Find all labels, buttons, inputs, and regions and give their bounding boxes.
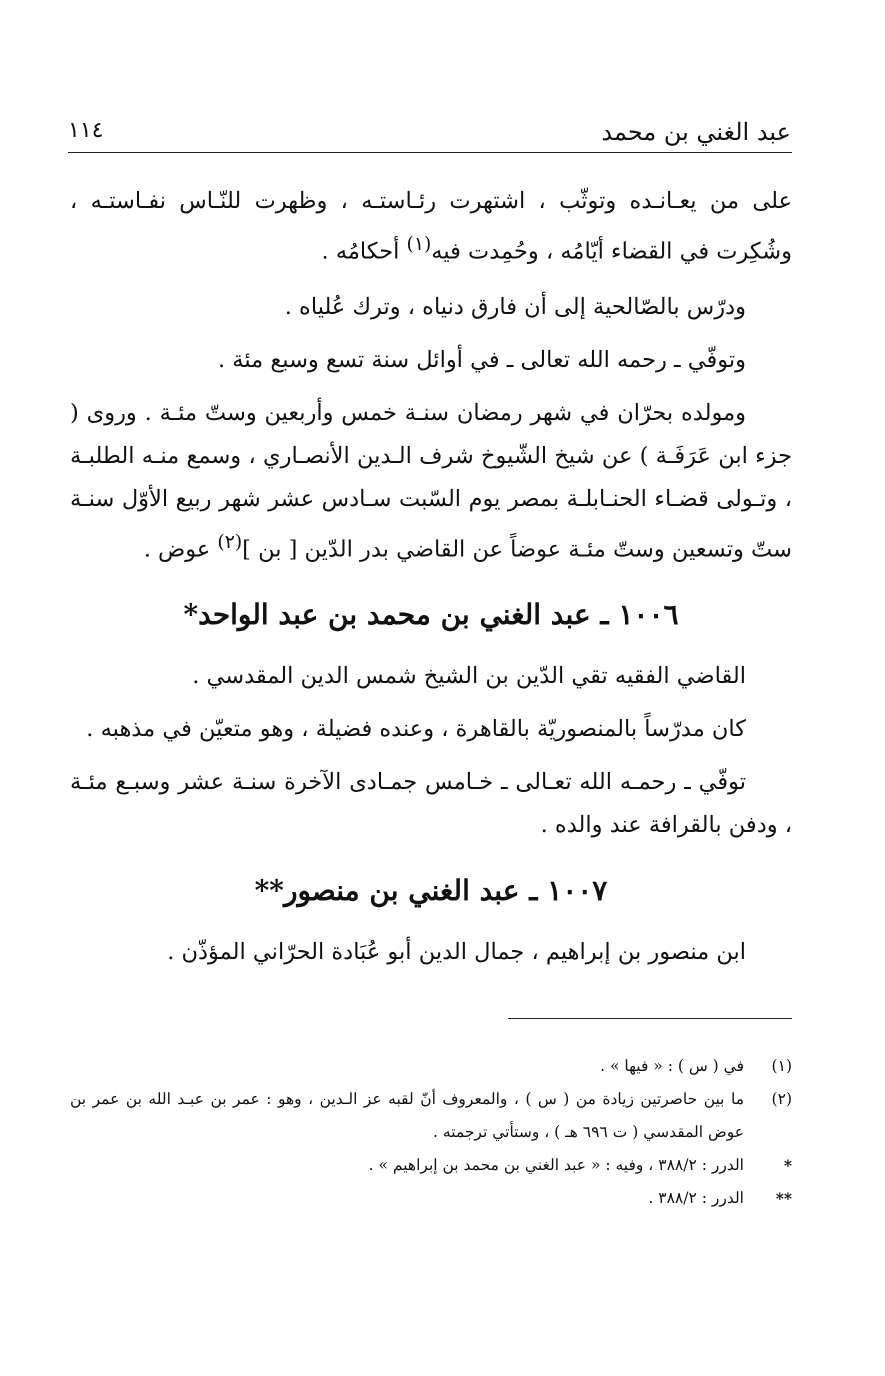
footnote-mark: (١): [771, 1057, 792, 1075]
footnote-rule: [508, 1018, 792, 1019]
main-text: [70, 180, 792, 974]
footnote-text: الدرر : ٣٨٨/٢ .: [648, 1189, 744, 1207]
footnote-text: ما بين حاصرتين زيادة من ( س ) ، والمعروف أنّ لقبه عز الـدين ، وهو : عمر بن عبـد الله بن عمر بن عوض المقدسي ( ت ٦٩٦ هـ ) ، وستأتي ترجمته .: [70, 1090, 744, 1141]
paragraph: القاضي الفقيه تقي الدّين بن الشيخ شمس الدين المقدسي .: [192, 663, 746, 689]
paragraph-text: ومولده بحرّان في شهر رمضان سنـة خمس وأربعين وستّ مئـة . وروى ( جزء ابن عَرَفَـة ) عن شيخ الشّيوخ شرف الـدين الأنصـاري ، وسمع منـه الطلبـة ، وتـولى قضـاء الحنـابلـة بمصر يوم السّبت سـادس عشر شهر ربيع الأوّل سنـة ستّ وتسعين وستّ مئـة عوضاً عن القاضي بدر الدّين [ بن ]: [70, 399, 792, 562]
footnote-mark: (٢): [771, 1090, 792, 1108]
page-number: ١١٤: [68, 118, 104, 143]
footnote: [70, 1149, 792, 1182]
paragraph-text-end: عوض .: [143, 536, 218, 562]
footnote-reference: (١): [406, 234, 432, 255]
paragraph: توفّي ـ رحمـه الله تعـالى ـ خـامس جمـادى الآخرة سنـة عشر وسبـع مئـة ، ودفن بالقرافة عند والده .: [70, 769, 792, 838]
paragraph: ودرّس بالصّالحية إلى أن فارق دنياه ، وترك عُلياه .: [284, 293, 746, 320]
footnotes: [70, 1050, 792, 1215]
paragraph: كان مدرّساً بالمنصوريّة بالقاهرة ، وعنده فضيلة ، وهو متعيّن في مذهبه .: [86, 716, 746, 742]
paragraph: ابن منصور بن إبراهيم ، جمال الدين أبو عُبَادة الحرّاني المؤذّن .: [167, 939, 746, 965]
footnote-reference: (٢): [217, 531, 243, 553]
entry-heading: ١٠٠٦ ـ عبد الغني بن محمد بن عبد الواحد*: [183, 598, 679, 631]
running-head-title: عبد الغني بن محمد: [601, 118, 791, 146]
paragraph-text: على من يعـانـده وتوثّب ، اشتهرت رئـاستـه ، وظهرت للنّـاس نفـاستـه ، وشُكِرت في القضاء أيّامُه ، وحُمِدت فيه: [70, 188, 792, 265]
footnote-text: الدرر : ٣٨٨/٢ ، وفيه : « عبد الغني بن محمد بن إبراهيم » .: [368, 1156, 744, 1174]
footnote-mark: *: [783, 1156, 792, 1175]
running-head: [68, 112, 791, 152]
paragraph: وتوفّي ـ رحمه الله تعالى ـ في أوائل سنة تسع وسبع مئة .: [217, 346, 746, 373]
header-rule: [68, 152, 792, 153]
footnote: [70, 1182, 792, 1215]
paragraph: [70, 180, 792, 274]
paragraph-text-end: أحكامُه .: [321, 238, 407, 265]
entry-heading: ١٠٠٧ ـ عبد الغني بن منصور**: [254, 874, 608, 907]
paragraph: [70, 392, 792, 572]
footnote-mark: **: [775, 1189, 792, 1208]
footnote: [70, 1083, 792, 1149]
footnote-text: في ( س ) : « فيها » .: [600, 1057, 744, 1075]
footnote: [70, 1050, 792, 1083]
